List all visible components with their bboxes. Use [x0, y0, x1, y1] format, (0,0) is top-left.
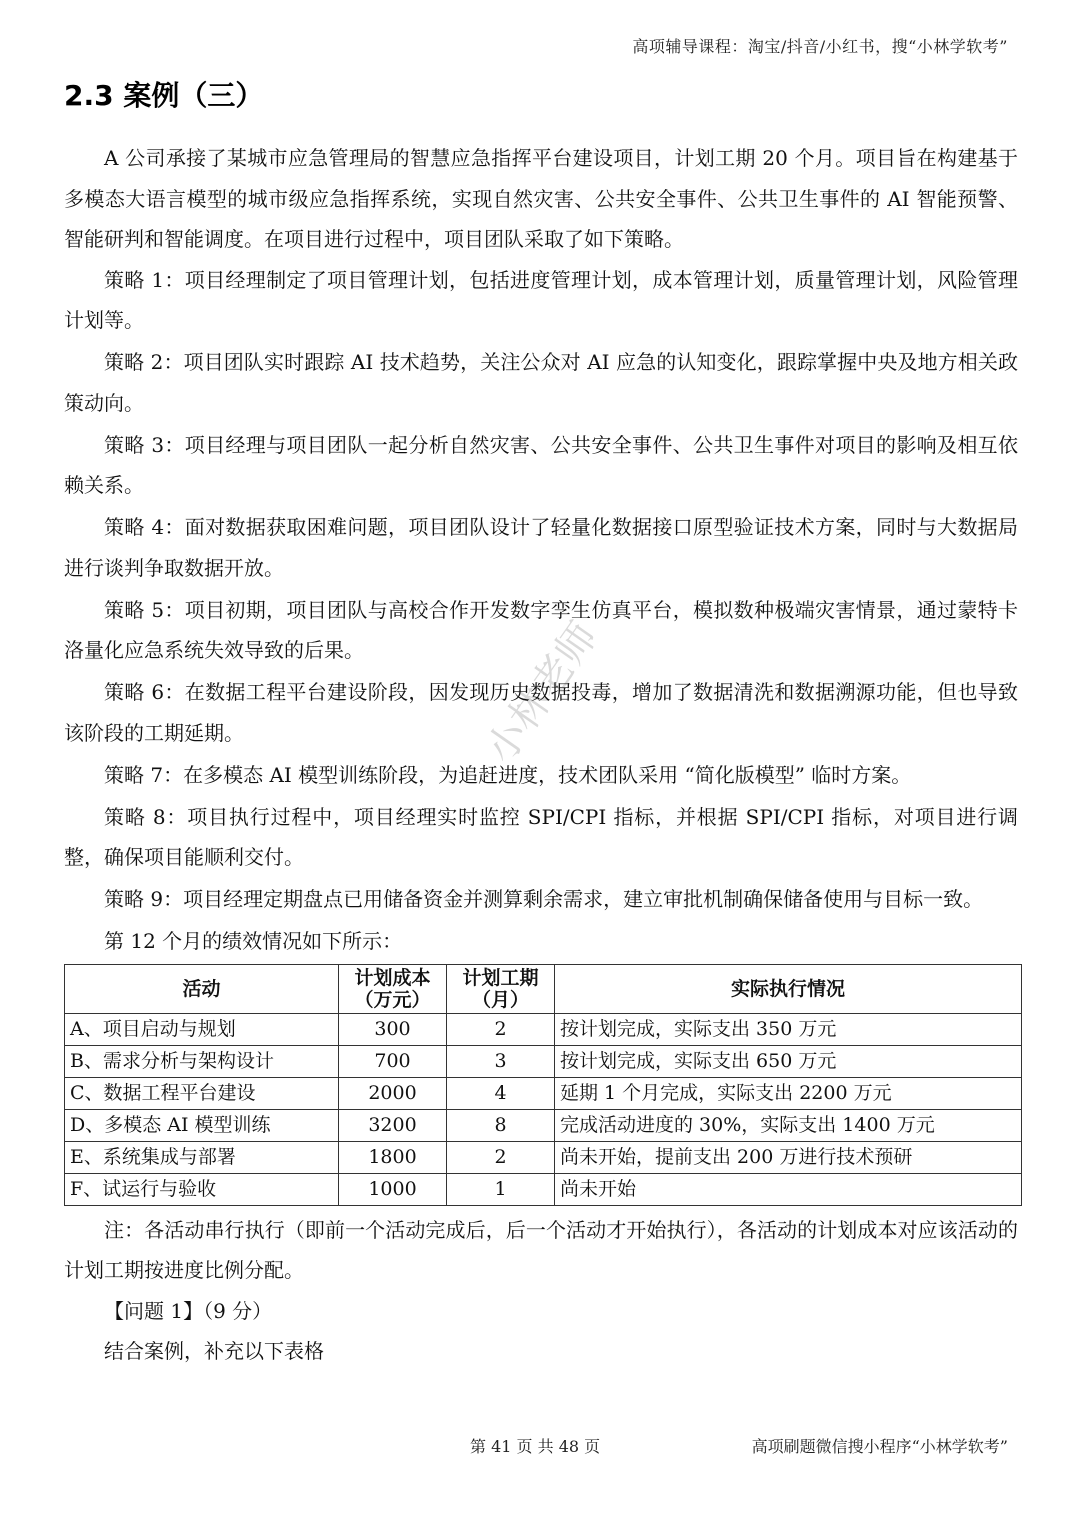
table-note: 注：各活动串行执行（即前一个活动完成后，后一个活动才开始执行），各活动的计划成本对应该活动的计划工期按进度比例分配。 [64, 1217, 1018, 1282]
cell-planned-cost: 3200 [339, 1109, 447, 1141]
header-note: 高项辅导课程：淘宝/抖音/小红书，搜“小林学软考” [632, 37, 1008, 56]
table-row [65, 1045, 1022, 1077]
cell-actual-status: 尚未开始 [555, 1173, 1022, 1205]
cell-actual-status: 尚未开始，提前支出 200 万进行技术预研 [555, 1141, 1022, 1173]
document-body [64, 138, 1018, 1372]
strategy-4: 策略 4：面对数据获取困难问题，项目团队设计了轻量化数据接口原型验证技术方案，同时与大数据局进行谈判争取数据开放。 [64, 515, 1018, 580]
table-header-row [65, 964, 1022, 1013]
strategy-3: 策略 3：项目经理与项目团队一起分析自然灾害、公共安全事件、公共卫生事件对项目的影响及相互依赖关系。 [64, 432, 1018, 497]
performance-table [64, 964, 1022, 1206]
cell-planned-duration: 1 [447, 1173, 555, 1205]
strategy-5: 策略 5：项目初期，项目团队与高校合作开发数字孪生仿真平台，模拟数种极端灾害情景，通过蒙特卡洛量化应急系统失效导致的后果。 [64, 597, 1018, 662]
strategy-8: 策略 8：项目执行过程中，项目经理实时监控 SPI/CPI 指标，并根据 SPI/CPI 指标，对项目进行调整，确保项目能顺利交付。 [64, 804, 1018, 869]
table-row [65, 1109, 1022, 1141]
strategy-7: 策略 7：在多模态 AI 模型训练阶段，为追赶进度，技术团队采用 “简化版模型” 临时方案。 [104, 762, 912, 787]
cell-activity: E、系统集成与部署 [65, 1141, 339, 1173]
table-row [65, 1141, 1022, 1173]
intro-paragraph: A 公司承接了某城市应急管理局的智慧应急指挥平台建设项目，计划工期 20 个月。项目旨在构建基于多模态大语言模型的城市级应急指挥系统，实现自然灾害、公共安全事件、公共卫生事件的 AI 智能预警、智能研判和智能调度。在项目进行过程中，项目团队采取了如下策略。 [64, 146, 1018, 251]
cell-activity: F、试运行与验收 [65, 1173, 339, 1205]
cell-planned-cost: 2000 [339, 1077, 447, 1109]
cell-planned-duration: 4 [447, 1077, 555, 1109]
page-number: 第 41 页 共 48 页 [470, 1437, 601, 1456]
cell-planned-duration: 2 [447, 1141, 555, 1173]
footer-note: 高项刷题微信搜小程序“小林学软考” [751, 1437, 1008, 1456]
strategy-6: 策略 6：在数据工程平台建设阶段，因发现历史数据投毒，增加了数据清洗和数据溯源功能，但也导致该阶段的工期延期。 [64, 680, 1018, 745]
question-text: 结合案例，补充以下表格 [104, 1339, 324, 1363]
cell-actual-status: 按计划完成，实际支出 650 万元 [555, 1045, 1022, 1077]
cell-activity: B、需求分析与架构设计 [65, 1045, 339, 1077]
strategy-9: 策略 9：项目经理定期盘点已用储备资金并测算剩余需求，建立审批机制确保储备使用与目标一致。 [104, 887, 984, 911]
table-row [65, 1013, 1022, 1045]
table-caption: 第 12 个月的绩效情况如下所示： [104, 929, 403, 953]
question-label: 【问题 1】（9 分） [104, 1298, 273, 1323]
header-actual-status: 实际执行情况 [555, 964, 1022, 1013]
strategy-1: 策略 1：项目经理制定了项目管理计划，包括进度管理计划，成本管理计划，质量管理计划，风险管理计划等。 [64, 267, 1018, 332]
cell-planned-duration: 8 [447, 1109, 555, 1141]
cell-actual-status: 完成活动进度的 30%，实际支出 1400 万元 [555, 1109, 1022, 1141]
watermark: 小林老师 [477, 614, 607, 772]
strategy-2: 策略 2：项目团队实时跟踪 AI 技术趋势，关注公众对 AI 应急的认知变化，跟踪掌握中央及地方相关政策动向。 [64, 350, 1018, 415]
cell-planned-duration: 3 [447, 1045, 555, 1077]
cell-activity: D、多模态 AI 模型训练 [65, 1109, 339, 1141]
header-planned-cost: 计划成本（万元） [339, 964, 447, 1013]
strategy-list [64, 260, 1018, 920]
cell-actual-status: 按计划完成，实际支出 350 万元 [555, 1013, 1022, 1045]
cell-activity: C、数据工程平台建设 [65, 1077, 339, 1109]
table-row [65, 1077, 1022, 1109]
header-planned-duration: 计划工期（月） [447, 964, 555, 1013]
section-title: 2.3 案例（三） [64, 79, 264, 112]
cell-actual-status: 延期 1 个月完成，实际支出 2200 万元 [555, 1077, 1022, 1109]
header-activity: 活动 [65, 964, 339, 1013]
cell-planned-cost: 1800 [339, 1141, 447, 1173]
cell-planned-duration: 2 [447, 1013, 555, 1045]
cell-planned-cost: 300 [339, 1013, 447, 1045]
cell-planned-cost: 1000 [339, 1173, 447, 1205]
cell-planned-cost: 700 [339, 1045, 447, 1077]
table-row [65, 1173, 1022, 1205]
cell-activity: A、项目启动与规划 [65, 1013, 339, 1045]
